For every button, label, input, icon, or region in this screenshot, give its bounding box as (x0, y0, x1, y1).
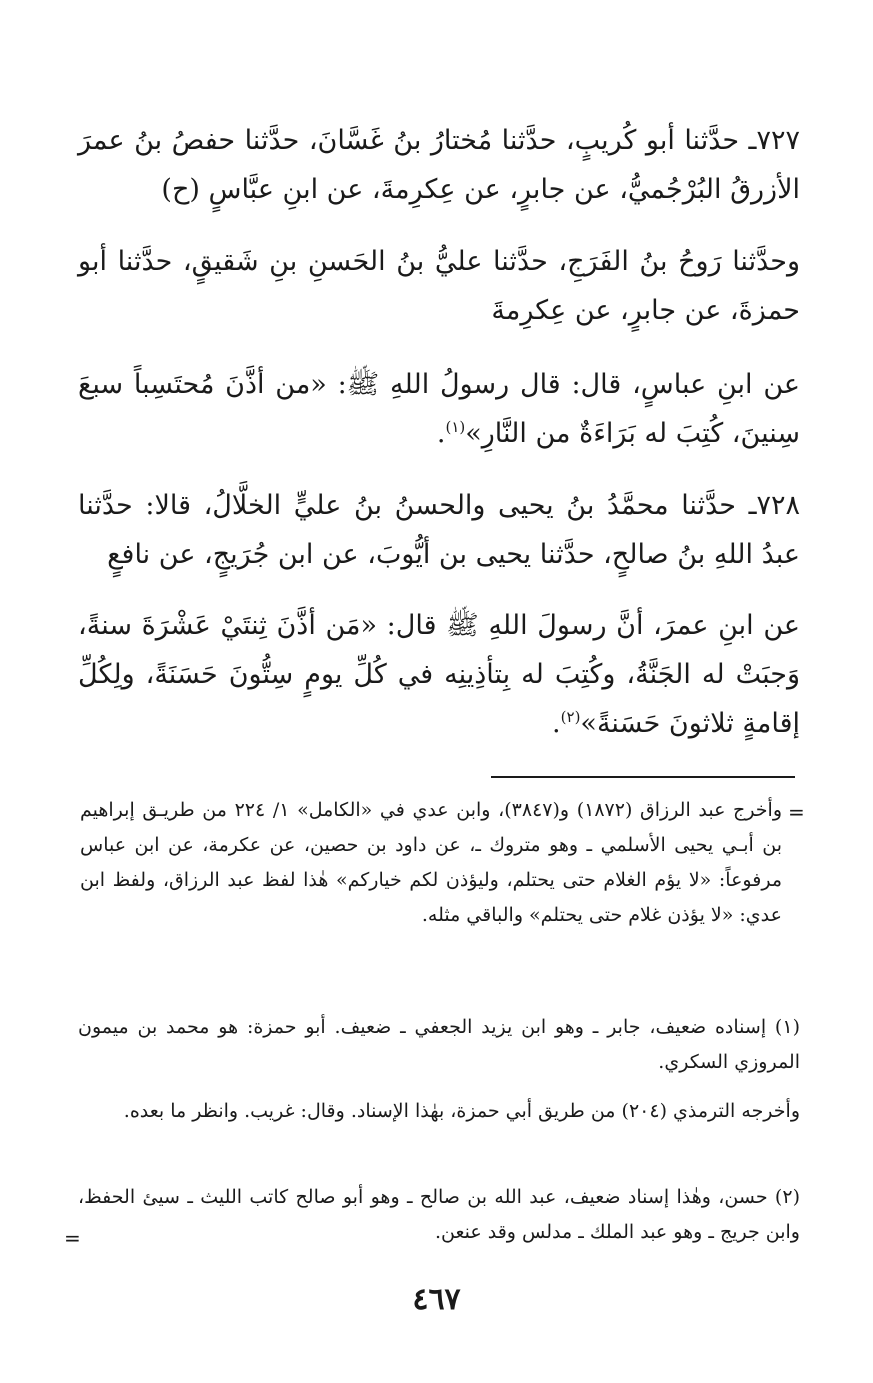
footnote-continuation (80, 793, 782, 933)
hadith-727-period: . (436, 418, 446, 449)
hadith-727-matn (78, 360, 800, 458)
footnote-1-extra-text: وأخرجه الترمذي (٢٠٤) من طريق أبي حمزة، بهٰذا الإسناد. وقال: غريب. وانظر ما بعده. (123, 1100, 800, 1122)
footnote-1-extra (78, 1094, 800, 1129)
continues-next-page-mark: = (64, 1226, 81, 1250)
continued-from-previous-mark: = (788, 800, 805, 824)
hadith-727-chain-alt (78, 237, 800, 335)
hadith-728-chain (78, 481, 800, 579)
footnote-continuation-text: وأخرج عبد الرزاق (١٨٧٢) و(٣٨٤٧)، وابن عدي في «الكامل» ١/ ٢٢٤ من طريـق إبراهيم بن أبـي يحيى الأسلمي ـ وهو متروك ـ، عن داود بن حصين، عن عكرمة، عن ابن عباس مرفوعاً: «لا يؤم الغلام حتى يحتلم، وليؤذن لكم خياركم» هٰذا لفظ عبد الرزاق، ولفظ ابن عدي: «لا يؤذن غلام حتى يحتلم» والباقي مثله. (80, 799, 782, 926)
hadith-728-matn (78, 601, 800, 748)
footnote-separator (491, 776, 795, 778)
hadith-727-chain (78, 116, 800, 214)
hadith-728-matn-text: عن ابنِ عمرَ، أنَّ رسولَ اللهِ ﷺ قال: «مَن أذَّنَ ثِنتَيْ عَشْرَةَ سنةً، وَجبَتْ له الجَنَّةُ، وكُتِبَ له بِتأذِينِه في كُلِّ يومٍ سِتُّونَ حَسَنَةً، ولِكُلِّ إقامةٍ ثلاثونَ حَسَنةً» (78, 610, 800, 739)
footnote-1 (78, 1010, 800, 1080)
hadith-728-period: . (552, 708, 561, 739)
hadith-728-matn-paragraph (78, 601, 800, 748)
page-number: ٤٦٧ (412, 1282, 461, 1317)
footnote-ref-2: (٢) (560, 708, 581, 726)
hadith-727-matn-paragraph (78, 360, 800, 458)
hadith-727-chain-text: ٧٢٧ـ حدَّثنا أبو كُريبٍ، حدَّثنا مُختارُ بنُ غَسَّانَ، حدَّثنا حفصُ بنُ عمرَ الأزرقُ البُرْجُميُّ، عن جابرٍ، عن عِكرِمةَ، عن ابنِ عبَّاسٍ (ح) (78, 125, 800, 205)
footnote-ref-1: (١) (445, 418, 466, 436)
hadith-728-chain-text: ٧٢٨ـ حدَّثنا محمَّدُ بنُ يحيى والحسنُ بنُ عليٍّ الخلَّالُ، قالا: حدَّثنا عبدُ اللهِ بنُ صالحٍ، حدَّثنا يحيى بن أيُّوبَ، عن ابن جُرَيجٍ، عن نافعٍ (78, 490, 800, 570)
footnote-2 (78, 1180, 800, 1250)
footnote-2-text: (٢) حسن، وهٰذا إسناد ضعيف، عبد الله بن صالح ـ وهو أبو صالح كاتب الليث ـ سيئ الحفظ، وابن جريج ـ وهو عبد الملك ـ مدلس وقد عنعن. (78, 1186, 800, 1243)
hadith-727-matn-text: عن ابنِ عباسٍ، قال: قال رسولُ اللهِ ﷺ: «من أذَّنَ مُحتَسِباً سبعَ سِنينَ، كُتِبَ له بَرَاءَةٌ من النَّارِ» (78, 369, 800, 449)
hadith-727-chain-alt-text: وحدَّثنا رَوحُ بنُ الفَرَجِ، حدَّثنا عليُّ بنُ الحَسنِ بنِ شَقيقٍ، حدَّثنا أبو حمزةَ، عن جابرٍ، عن عِكرِمةَ (78, 246, 800, 326)
footnote-1-text: (١) إسناده ضعيف، جابر ـ وهو ابن يزيد الجعفي ـ ضعيف. أبو حمزة: هو محمد بن ميمون المروزي السكري. (78, 1016, 800, 1073)
